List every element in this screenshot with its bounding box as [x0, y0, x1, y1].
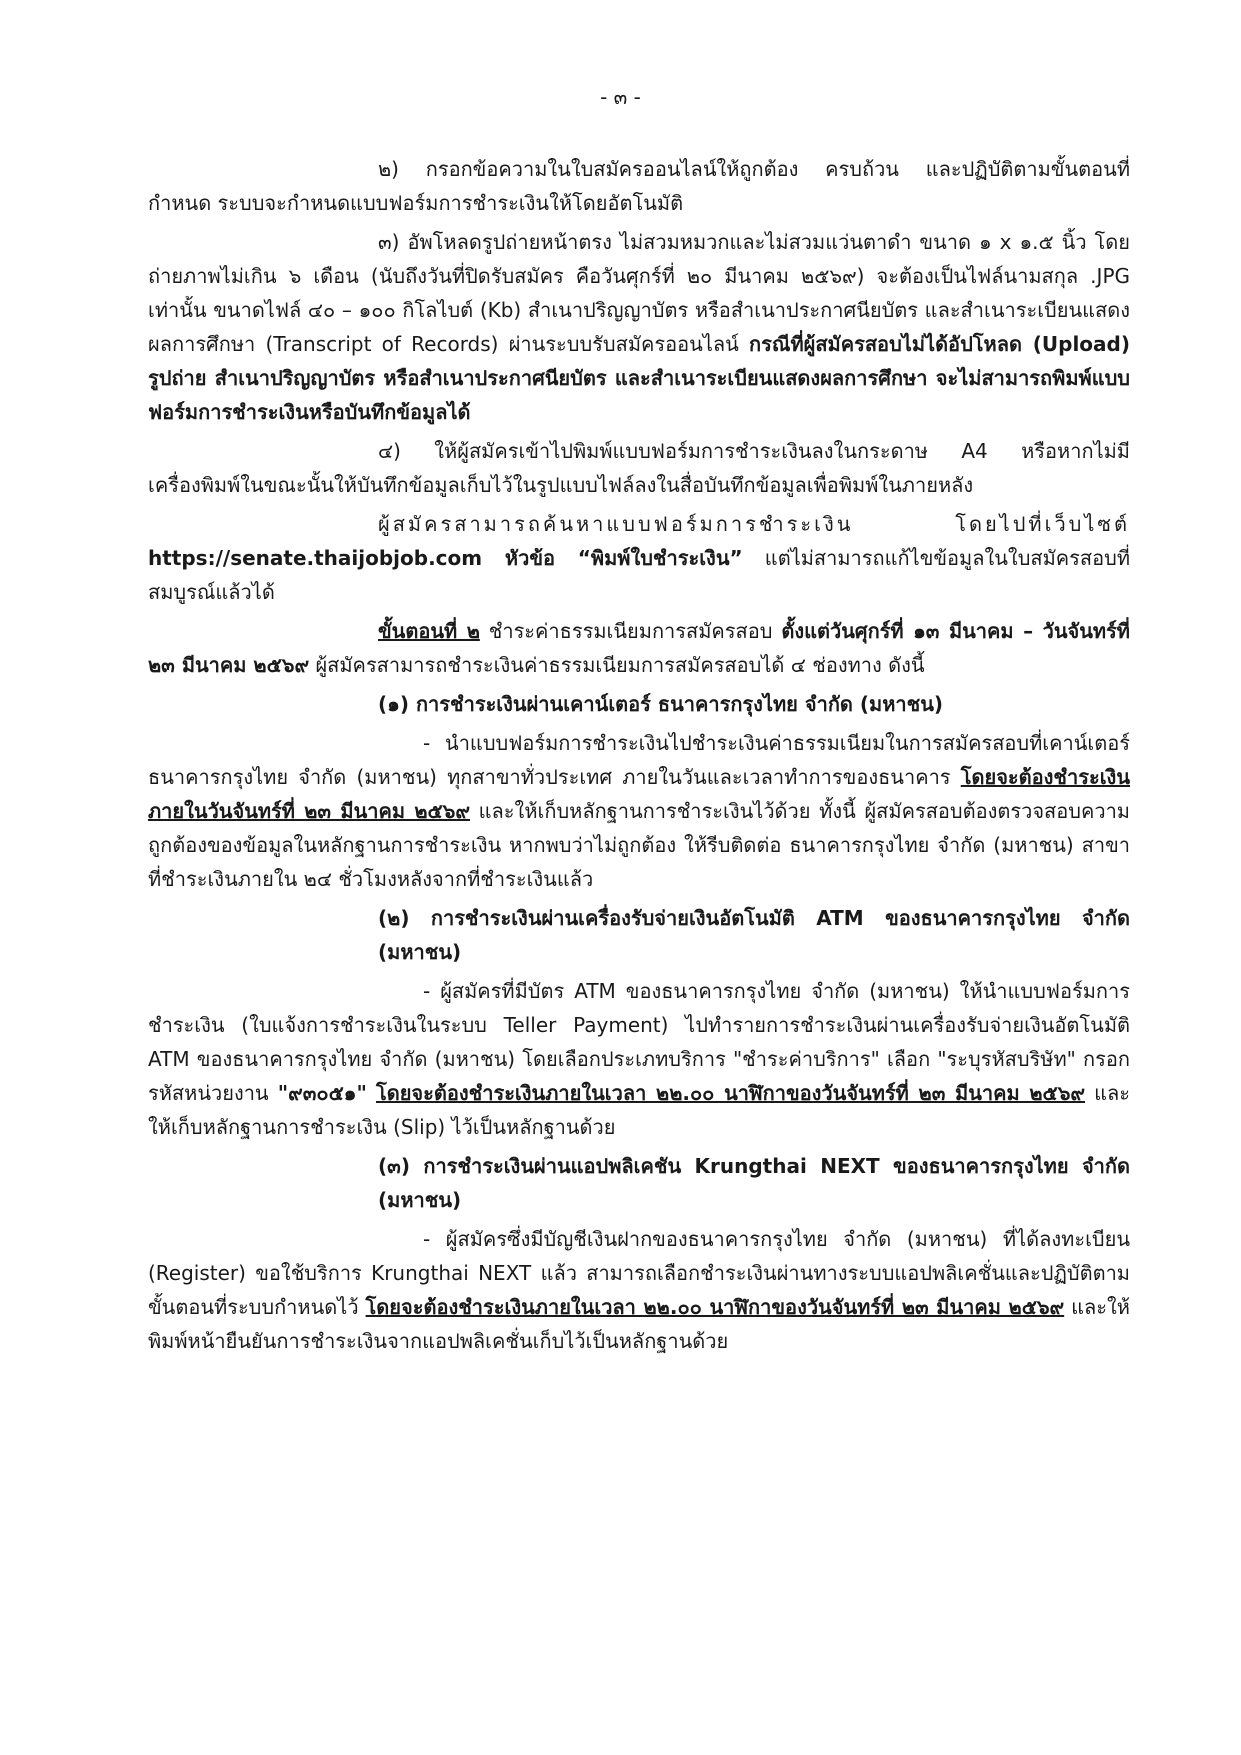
step1-item4: ๔) ให้ผู้สมัครเข้าไปพิมพ์แบบฟอร์มการชำระเงินลงในกระดาษ A4 หรือหากไม่มีเครื่องพิมพ์ในขณะนั้นให้บันทึกข้อมูลเก็บไว้ในรูปแบบไฟล์ลงในสื่อบันทึกข้อมูลเพื่อพิมพ์ในภายหลัง	[148, 439, 1130, 497]
channel1-deadline: โดยจะต้องชำระเงินภายในวันจันทร์ที่ ๒๓ มีนาคม ๒๕๖๙	[148, 765, 1130, 823]
document-body	[148, 152, 1130, 1363]
search-note-end: แต่ไม่สามารถแก้ไขข้อมูลในใบสมัครสอบที่สมบูรณ์แล้วได้	[148, 546, 1130, 604]
step2-paragraph	[148, 614, 1130, 682]
page-number: - ๓ -	[600, 85, 641, 109]
step2-dates: ตั้งแต่วันศุกร์ที่ ๑๓ มีนาคม – วันจันทร์ที่ ๒๓ มีนาคม ๒๕๖๙	[148, 619, 1130, 677]
channel3-text-a: - ผู้สมัครซึ่งมีบัญชีเงินฝากของธนาคารกรุงไทย จำกัด (มหาชน) ที่ได้ลงทะเบียน (Register) ขอใช้บริการ Krungthai NEXT แล้ว สามารถเลือกชำระเงินผ่านทางระบบแอปพลิเคชั่นและปฏิบัติตามขั้นตอนที่ระบบกำหนดไว้	[148, 1227, 1130, 1319]
channel2-heading: (๒) การชำระเงินผ่านเครื่องรับจ่ายเงินอัตโนมัติ ATM ของธนาคารกรุงไทย จำกัด (มหาชน)	[378, 906, 1130, 964]
step1-item2: ๒) กรอกข้อความในใบสมัครออนไลน์ให้ถูกต้อง ครบถ้วน และปฏิบัติตามขั้นตอนที่กำหนด ระบบจะกำหนดแบบฟอร์มการชำระเงินให้โดยอัตโนมัติ	[148, 157, 1130, 215]
channel2-text-a: - ผู้สมัครที่มีบัตร ATM ของธนาคารกรุงไทย จำกัด (มหาชน) ให้นำแบบฟอร์มการชำระเงิน (ใบแจ้งการชำระเงินในระบบ Teller Payment) ไปทำรายการชำระเงินผ่านเครื่องรับจ่ายเงินอัตโนมัติ ATM ของธนาคารกรุงไทย จำกัด (มหาชน) โดยเลือกประเภทบริการ "ชำระค่าบริการ" เลือก "ระบุรหัสบริษัท" กรอกรหัสหน่วยงาน	[148, 979, 1130, 1105]
channel3-heading: (๓) การชำระเงินผ่านแอปพลิเคชัน Krungthai NEXT ของธนาคารกรุงไทย จำกัด (มหาชน)	[378, 1154, 1130, 1212]
channel1-text-b: และให้เก็บหลักฐานการชำระเงินไว้ด้วย ทั้งนี้ ผู้สมัครสอบต้องตรวจสอบความถูกต้องของข้อมูลในหลักฐานการชำระเงิน หากพบว่าไม่ถูกต้อง ให้รีบติดต่อ ธนาคารกรุงไทย จำกัด (มหาชน) สาขาที่ชำระเงินภายใน ๒๔ ชั่วโมงหลังจากที่ชำระเงินแล้ว	[148, 799, 1130, 891]
step2-text-b: ผู้สมัครสามารถชำระเงินค่าธรรมเนียมการสมัครสอบได้ ๔ ช่องทาง ดังนี้	[309, 653, 925, 677]
channel1-paragraph	[148, 726, 1130, 896]
search-note-text: ผู้สมัครสามารถค้นหาแบบฟอร์มการชำระเงิน โดยไปที่เว็บไซต์	[378, 512, 1130, 536]
channel3-paragraph	[148, 1222, 1130, 1358]
step1-search-note	[148, 507, 1130, 609]
channel2-text-b: และให้เก็บหลักฐานการชำระเงิน (Slip) ไว้เป็นหลักฐานด้วย	[148, 1081, 1130, 1139]
channel3-deadline: โดยจะต้องชำระเงินภายในเวลา ๒๒.๐๐ นาฬิกาของวันจันทร์ที่ ๒๓ มีนาคม ๒๕๖๙	[365, 1295, 1065, 1319]
channel3-text-b: และให้พิมพ์หน้ายืนยันการชำระเงินจากแอปพลิเคชั่นเก็บไว้เป็นหลักฐานด้วย	[148, 1295, 1130, 1353]
channel2-paragraph	[148, 974, 1130, 1144]
step2-label: ขั้นตอนที่ ๒	[378, 619, 480, 643]
channel1-text-a: - นำแบบฟอร์มการชำระเงินไปชำระเงินค่าธรรมเนียมในการสมัครสอบที่เคาน์เตอร์ธนาคารกรุงไทย จำกัด (มหาชน) ทุกสาขาทั่วประเทศ ภายในวันและเวลาทำการของธนาคาร	[148, 731, 1130, 789]
step1-item3	[148, 225, 1130, 429]
step1-item3-text: ๓) อัพโหลดรูปถ่ายหน้าตรง ไม่สวมหมวกและไม่สวมแว่นตาดำ ขนาด ๑ x ๑.๕ นิ้ว โดยถ่ายภาพไม่เกิน ๖ เดือน (นับถึงวันที่ปิดรับสมัคร คือวันศุกร์ที่ ๒๐ มีนาคม ๒๕๖๙) จะต้องเป็นไฟล์นามสกุล .JPG เท่านั้น ขนาดไฟล์ ๔๐ – ๑๐๐ กิโลไบต์ (Kb) สำเนาปริญญาบัตร หรือสำเนาประกาศนียบัตร และสำเนาระเบียนแสดงผลการศึกษา (Transcript of Records) ผ่านระบบรับสมัครออนไลน์	[148, 230, 1130, 356]
channel1-heading: (๑) การชำระเงินผ่านเคาน์เตอร์ ธนาคารกรุงไทย จำกัด (มหาชน)	[378, 692, 943, 716]
channel2-code: "๙๓๐๕๑"	[277, 1081, 367, 1105]
step2-text-a: ชำระค่าธรรมเนียมการสมัครสอบ	[479, 619, 782, 643]
search-topic: หัวข้อ “พิมพ์ใบชำระเงิน”	[482, 546, 743, 570]
channel2-deadline: โดยจะต้องชำระเงินภายในเวลา ๒๒.๐๐ นาฬิกาของวันจันทร์ที่ ๒๓ มีนาคม ๒๕๖๙	[375, 1081, 1086, 1105]
website-link[interactable]: https://senate.thaijobjob.com	[148, 546, 483, 570]
step1-item3-warning: กรณีที่ผู้สมัครสอบไม่ได้อัปโหลด (Upload) รูปถ่าย สำเนาปริญญาบัตร หรือสำเนาประกาศนียบัตร และสำเนาระเบียนแสดงผลการศึกษา จะไม่สามารถพิมพ์แบบฟอร์มการชำระเงินหรือบันทึกข้อมูลได้	[148, 332, 1130, 424]
